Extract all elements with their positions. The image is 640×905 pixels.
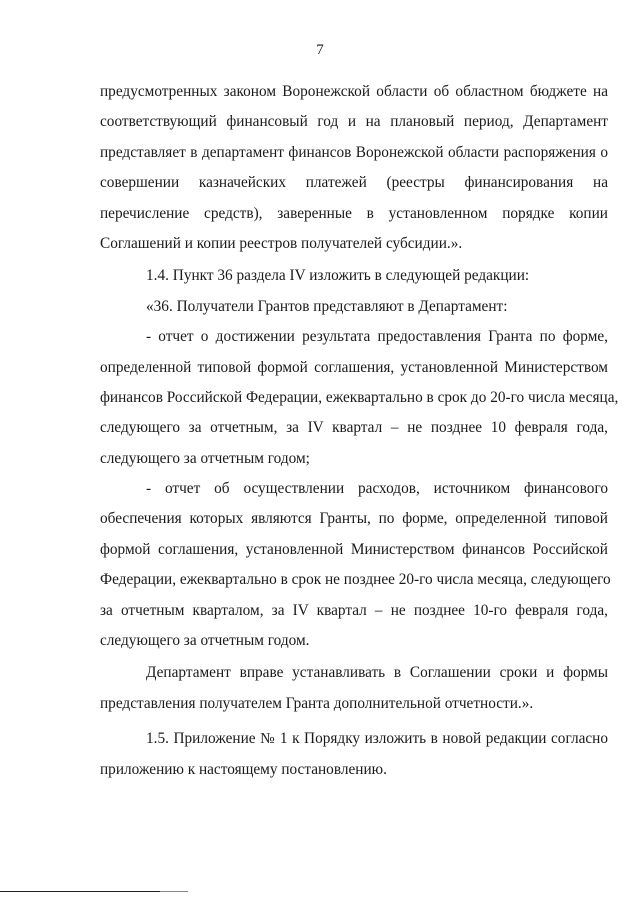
text-line: предусмотренных законом Воронежской области об областном бюджете на — [100, 83, 608, 100]
text-line: следующего за отчетным годом; — [100, 449, 310, 467]
text-line: - отчет о достижении результата предоставления Гранта по форме, — [146, 328, 608, 346]
document-body — [100, 77, 619, 785]
text-line: - отчет об осуществлении расходов, источником финансового — [146, 480, 608, 498]
text-line: обеспечения которых являются Гранты, по форме, определенной типовой — [100, 510, 608, 528]
text-line: представляет в департамент финансов Воронежской области распоряжения о — [100, 143, 608, 161]
page-number: 7 — [316, 42, 324, 58]
text-line: соответствующий финансовый год и на плановый период, Департамент — [100, 113, 608, 131]
text-line: 1.4. Пункт 36 раздела IV изложить в следующей редакции: — [146, 267, 530, 285]
text-line: «36. Получатели Грантов представляют в Департамент: — [146, 297, 508, 315]
bottom-divider — [0, 891, 160, 892]
text-line: представления получателем Гранта дополнительной отчетности.». — [100, 694, 534, 712]
text-line: за отчетным кварталом, за IV квартал – не позднее 10-го февраля года, — [100, 601, 608, 619]
text-line: Соглашений и копии реестров получателей субсидии.». — [100, 234, 463, 252]
bottom-divider-tail — [160, 891, 188, 892]
text-line: финансов Российской Федерации, ежеквартально в срок до 20-го числа месяца, — [100, 388, 619, 406]
text-line: перечисление средств), заверенные в установленном порядке копии — [100, 204, 608, 222]
text-line: Федерации, ежеквартально в срок не позднее 20-го числа месяца, следующего — [100, 571, 611, 589]
text-line: совершении казначейских платежей (реестры финансирования на — [100, 174, 608, 192]
text-line: следующего за отчетным, за IV квартал – не позднее 10 февраля года, — [100, 419, 608, 437]
text-line: Департамент вправе устанавливать в Соглашении сроки и формы — [146, 664, 608, 682]
text-line: 1.5. Приложение № 1 к Порядку изложить в новой редакции согласно — [146, 730, 608, 748]
text-line: формой соглашения, установленной Министерством финансов Российской — [100, 540, 608, 558]
text-line: следующего за отчетным годом. — [100, 632, 310, 650]
text-line: определенной типовой формой соглашения, установленной Министерством — [100, 358, 608, 376]
text-line: приложению к настоящему постановлению. — [100, 760, 387, 778]
